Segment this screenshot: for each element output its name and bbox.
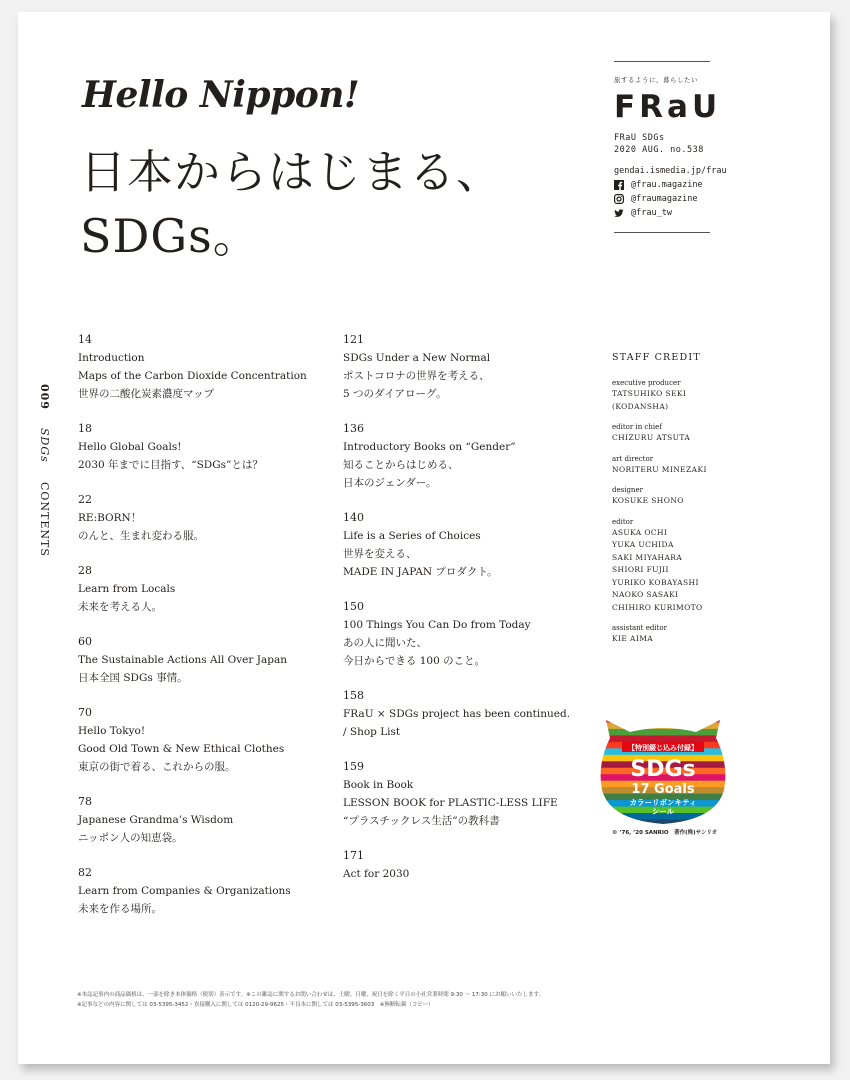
side-page-label [38, 384, 51, 571]
credit-role: designer [612, 486, 643, 494]
toc-entry-title: Hello Tokyo! [78, 725, 146, 737]
sticker-stripe [596, 722, 730, 729]
hello-title: Hello Nippon! [82, 74, 360, 116]
toc-entry-title: / Shop List [343, 726, 401, 738]
toc-entry-title: 世界を変える、 [343, 548, 417, 560]
divider [614, 61, 710, 62]
credit-name: KIE AIMA [612, 634, 654, 643]
toc-entry[interactable] [343, 598, 588, 670]
credit-role: editor in chief [612, 423, 662, 431]
sticker-subtitle: 17 Goals [631, 782, 695, 797]
toc-page-number: 82 [78, 866, 92, 879]
toc-entry[interactable] [78, 704, 328, 776]
toc-page-number: 60 [78, 635, 92, 648]
toc-entry-title: Book in Book [343, 779, 414, 791]
toc-page-number: 78 [78, 795, 92, 808]
credit-block [612, 517, 792, 615]
credit-block [612, 485, 792, 508]
credit-name: SAKI MIYAHARA [612, 552, 683, 562]
toc-entry[interactable] [78, 562, 328, 616]
toc-entry[interactable] [78, 491, 328, 545]
credit-heading: STAFF CREDIT [612, 352, 701, 363]
staff-credit [612, 352, 792, 655]
brand-tagline: 旅するように、暮らしたい [614, 76, 698, 84]
issue-title: FRaU SDGs [614, 133, 665, 143]
toc-entry-title: 未来を作る場所。 [78, 903, 162, 915]
toc-entry-title: MADE IN JAPAN プロダクト。 [343, 566, 498, 578]
section-title: CONTENTS [38, 481, 51, 557]
facebook-icon [614, 180, 624, 190]
toc-column-1 [78, 331, 328, 935]
sticker-caption: シール [651, 807, 675, 816]
toc-entry[interactable] [78, 420, 328, 474]
toc-entry-title: Introduction [78, 352, 145, 364]
toc-entry-title: The Sustainable Actions All Over Japan [78, 654, 287, 666]
toc-entry-title: Learn from Locals [78, 583, 176, 595]
toc-entry[interactable] [78, 331, 328, 403]
credit-name: NORITERU MINEZAKI [612, 464, 707, 474]
credit-block [612, 454, 792, 477]
toc-entry-title: 2030 年までに目指す、“SDGs”とは？ [78, 459, 263, 471]
toc-entry-title: Learn from Companies & Organizations [78, 885, 291, 897]
toc-entry[interactable] [343, 687, 588, 741]
toc-entry-title: Introductory Books on “Gender” [343, 441, 516, 453]
headline [80, 140, 503, 268]
headline-line-1: 日本からはじまる、 [80, 145, 503, 199]
toc-page-number: 22 [78, 493, 92, 506]
credit-name: ASUKA OCHI [612, 527, 668, 537]
toc-entry-title: 今日からできる 100 のこと。 [343, 655, 486, 667]
toc-entry-title: ポストコロナの世界を考える、 [343, 370, 490, 382]
toc-page-number: 70 [78, 706, 92, 719]
toc-entry[interactable] [78, 793, 328, 847]
social-instagram[interactable] [614, 194, 710, 204]
headline-line-2: SDGs。 [80, 209, 260, 263]
facebook-handle: @frau.magazine [631, 180, 703, 190]
toc-entry[interactable] [343, 847, 588, 883]
issue-info [614, 132, 710, 156]
toc-entry-title: Act for 2030 [343, 868, 410, 880]
toc-entry[interactable] [343, 331, 588, 403]
toc-page-number: 159 [343, 760, 364, 773]
toc-column-2 [343, 331, 588, 900]
toc-page-number: 136 [343, 422, 364, 435]
toc-entry-title: ニッポン人の知恵袋。 [78, 832, 183, 844]
credit-name: (KODANSHA) [612, 401, 669, 411]
toc-page-number: 150 [343, 600, 364, 613]
credit-block [612, 623, 792, 646]
toc-entry-title: 日本のジェンダー。 [343, 477, 437, 489]
toc-entry[interactable] [78, 633, 328, 687]
toc-entry-title: Japanese Grandma’s Wisdom [78, 814, 234, 826]
footnotes [77, 990, 544, 1010]
sticker-stripe [596, 716, 730, 723]
toc-entry-title: 未来を考える人。 [78, 601, 162, 613]
credit-block [612, 378, 792, 413]
toc-entry-title: Good Old Town & New Ethical Clothes [78, 743, 285, 755]
toc-entry-title: RE:BORN！ [78, 512, 142, 524]
instagram-icon [614, 194, 624, 204]
section-name: SDGs [38, 428, 51, 464]
sticker-badge: 【特別綴じ込み付録】 [628, 744, 698, 752]
toc-entry[interactable] [78, 864, 328, 918]
toc-page-number: 158 [343, 689, 364, 702]
toc-entry-title: Hello Global Goals! [78, 441, 182, 453]
credit-name: CHIZURU ATSUTA [612, 433, 691, 442]
toc-entry-title: Life is a Series of Choices [343, 530, 481, 542]
divider [614, 232, 710, 233]
sticker-caption: カラーリボンキティ [629, 798, 697, 807]
footnote-line: ※記事などの内容に関しては 03-5395-3452・直接購入に関しては 0120-29-9625・不良本に関しては 03-5395-3603 ※無断転載（コピー） [77, 1002, 434, 1008]
credit-name: SHIORI FUJII [612, 565, 669, 574]
credit-name: NAOKO SASAKI [612, 590, 679, 599]
kitty-sticker [596, 716, 730, 831]
credit-name: KOSUKE SHONO [612, 496, 684, 505]
sticker-stripe [596, 820, 730, 827]
frau-logo: FRaU [614, 89, 722, 125]
toc-entry-title: あの人に聞いた、 [343, 637, 427, 649]
toc-entry-title: LESSON BOOK for PLASTIC-LESS LIFE [343, 797, 558, 809]
credit-name: TATSUHIKO SEKI [612, 389, 687, 398]
toc-entry-title: “プラスチックレス生活”の教科書 [343, 815, 500, 827]
sticker-title: SDGs [630, 757, 696, 782]
social-facebook[interactable] [614, 180, 710, 190]
toc-page-number: 140 [343, 511, 364, 524]
twitter-icon [614, 208, 624, 218]
website-link[interactable]: gendai.ismedia.jp/frau [614, 166, 727, 176]
toc-entry-title: Maps of the Carbon Dioxide Concentration [78, 370, 307, 382]
toc-entry-title: 日本全国 SDGs 事情。 [78, 672, 188, 684]
kitty-sticker-graphic [596, 716, 730, 831]
footnote-line: ※本誌記事内の商品価格は、一部を除き本体価格（税別）表示です。※この雑誌に関するお問い合わせは、土曜、日曜、祝日を除く平日の小社営業時間 9:30 〜 17:30 にお願いいたします。 [77, 992, 545, 998]
credit-block [612, 422, 792, 445]
toc-entry-title: 100 Things You Can Do from Today [343, 619, 531, 631]
toc-page-number: 171 [343, 849, 364, 862]
credit-role: executive producer [612, 379, 681, 387]
twitter-handle: @frau_tw [631, 208, 672, 218]
toc-entry-title: 東京の街で着る、これからの服。 [78, 761, 236, 773]
credit-name: YUKA UCHIDA [612, 540, 674, 549]
toc-entry-title: のんと、生まれ変わる服。 [78, 530, 204, 542]
credit-role: editor [612, 517, 634, 526]
toc-page-number: 28 [78, 564, 92, 577]
page-number: 009 [38, 384, 51, 410]
credit-role: assistant editor [612, 624, 667, 632]
credit-role: art director [612, 454, 654, 463]
toc-page-number: 121 [343, 333, 364, 346]
toc-entry[interactable] [343, 758, 588, 830]
toc-entry[interactable] [343, 509, 588, 581]
toc-entry-title: 世界の二酸化炭素濃度マップ [78, 388, 215, 400]
toc-entry-title: 5 つのダイアローグ。 [343, 388, 447, 400]
credit-name: CHIHIRO KURIMOTO [612, 602, 703, 612]
toc-entry-title: 知ることからはじめる、 [343, 459, 459, 471]
credit-list [612, 378, 792, 646]
toc-page-number: 18 [78, 422, 92, 435]
brand-block [614, 61, 727, 233]
toc-page-number: 14 [78, 333, 92, 346]
credit-name: YURIKO KOBAYASHI [612, 577, 699, 587]
sticker-stripe [596, 729, 730, 736]
toc-entry-title: FRaU × SDGs project has been continued. [343, 708, 571, 720]
issue-number: 2020 AUG. no.538 [614, 145, 704, 155]
toc-entry[interactable] [343, 420, 588, 492]
instagram-handle: @fraumagazine [631, 194, 698, 204]
copyright-notice: © ’76, ’20 SANRIO 著作(株)サンリオ [612, 830, 718, 836]
toc-entry-title: SDGs Under a New Normal [343, 352, 491, 364]
social-twitter[interactable] [614, 208, 710, 218]
